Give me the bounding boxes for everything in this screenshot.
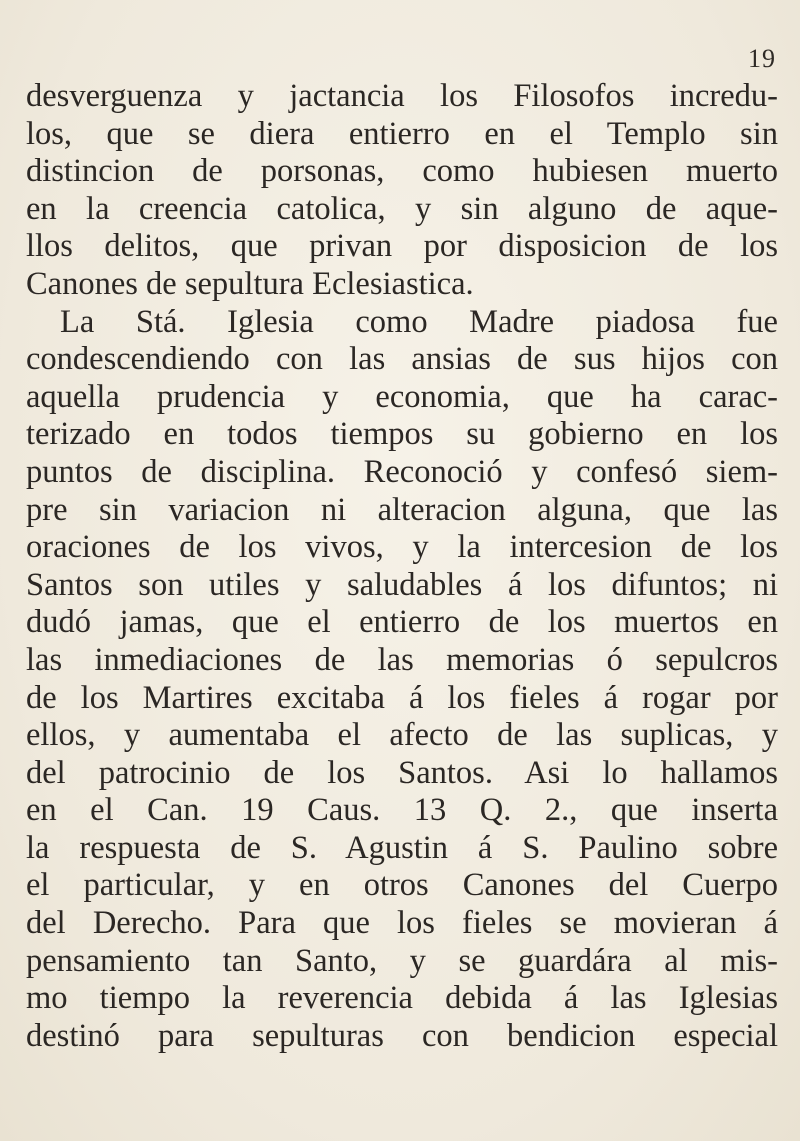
text-line: en la creencia catolica, y sin alguno de aque- [26, 190, 778, 227]
text-line: distincion de porsonas, como hubiesen muerto [26, 153, 778, 190]
text-line: el particular, y en otros Canones del Cuerpo [26, 867, 778, 904]
text-line: pensamiento tan Santo, y se guardára al mis- [26, 942, 778, 979]
text-line: puntos de disciplina. Reconoció y confesó siem- [26, 453, 778, 490]
text-line: llos delitos, que privan por disposicion de los [26, 228, 778, 265]
text-line: desverguenza y jactancia los Filosofos incredu- [26, 78, 778, 114]
text-line: destinó para sepulturas con bendicion especial [26, 1017, 778, 1054]
text-line: en el Can. 19 Caus. 13 Q. 2., que inserta [26, 792, 778, 829]
page-number: 19 [748, 44, 776, 73]
text-line: del patrocinio de los Santos. Asi lo hallamos [26, 754, 778, 791]
text-line: del Derecho. Para que los fieles se movieran á [26, 905, 778, 942]
text-line: dudó jamas, que el entierro de los muertos en [26, 604, 778, 641]
text-line: las inmediaciones de las memorias ó sepulcros [26, 641, 778, 678]
text-line: oraciones de los vivos, y la intercesion de los [26, 529, 778, 566]
paragraph-start-line: La Stá. Iglesia como Madre piadosa fue [60, 303, 778, 340]
text-line: pre sin variacion ni alteracion alguna, que las [26, 491, 778, 528]
text-line: aquella prudencia y economia, que ha carac- [26, 378, 778, 415]
text-line: condescendiendo con las ansias de sus hijos con [26, 341, 778, 378]
text-line: de los Martires excitaba á los fieles á rogar por [26, 679, 778, 716]
text-line: ellos, y aumentaba el afecto de las suplicas, y [26, 717, 778, 754]
text-line: Canones de sepultura Eclesiastica. [26, 265, 474, 302]
text-line: terizado en todos tiempos su gobierno en los [26, 416, 778, 453]
text-line: Santos son utiles y saludables á los difuntos; ni [26, 566, 778, 603]
text-line: la respuesta de S. Agustin á S. Paulino sobre [26, 829, 778, 866]
text-line: mo tiempo la reverencia debida á las Iglesias [26, 980, 778, 1017]
body-text [26, 78, 796, 1055]
text-line: los, que se diera entierro en el Templo sin [26, 115, 778, 152]
